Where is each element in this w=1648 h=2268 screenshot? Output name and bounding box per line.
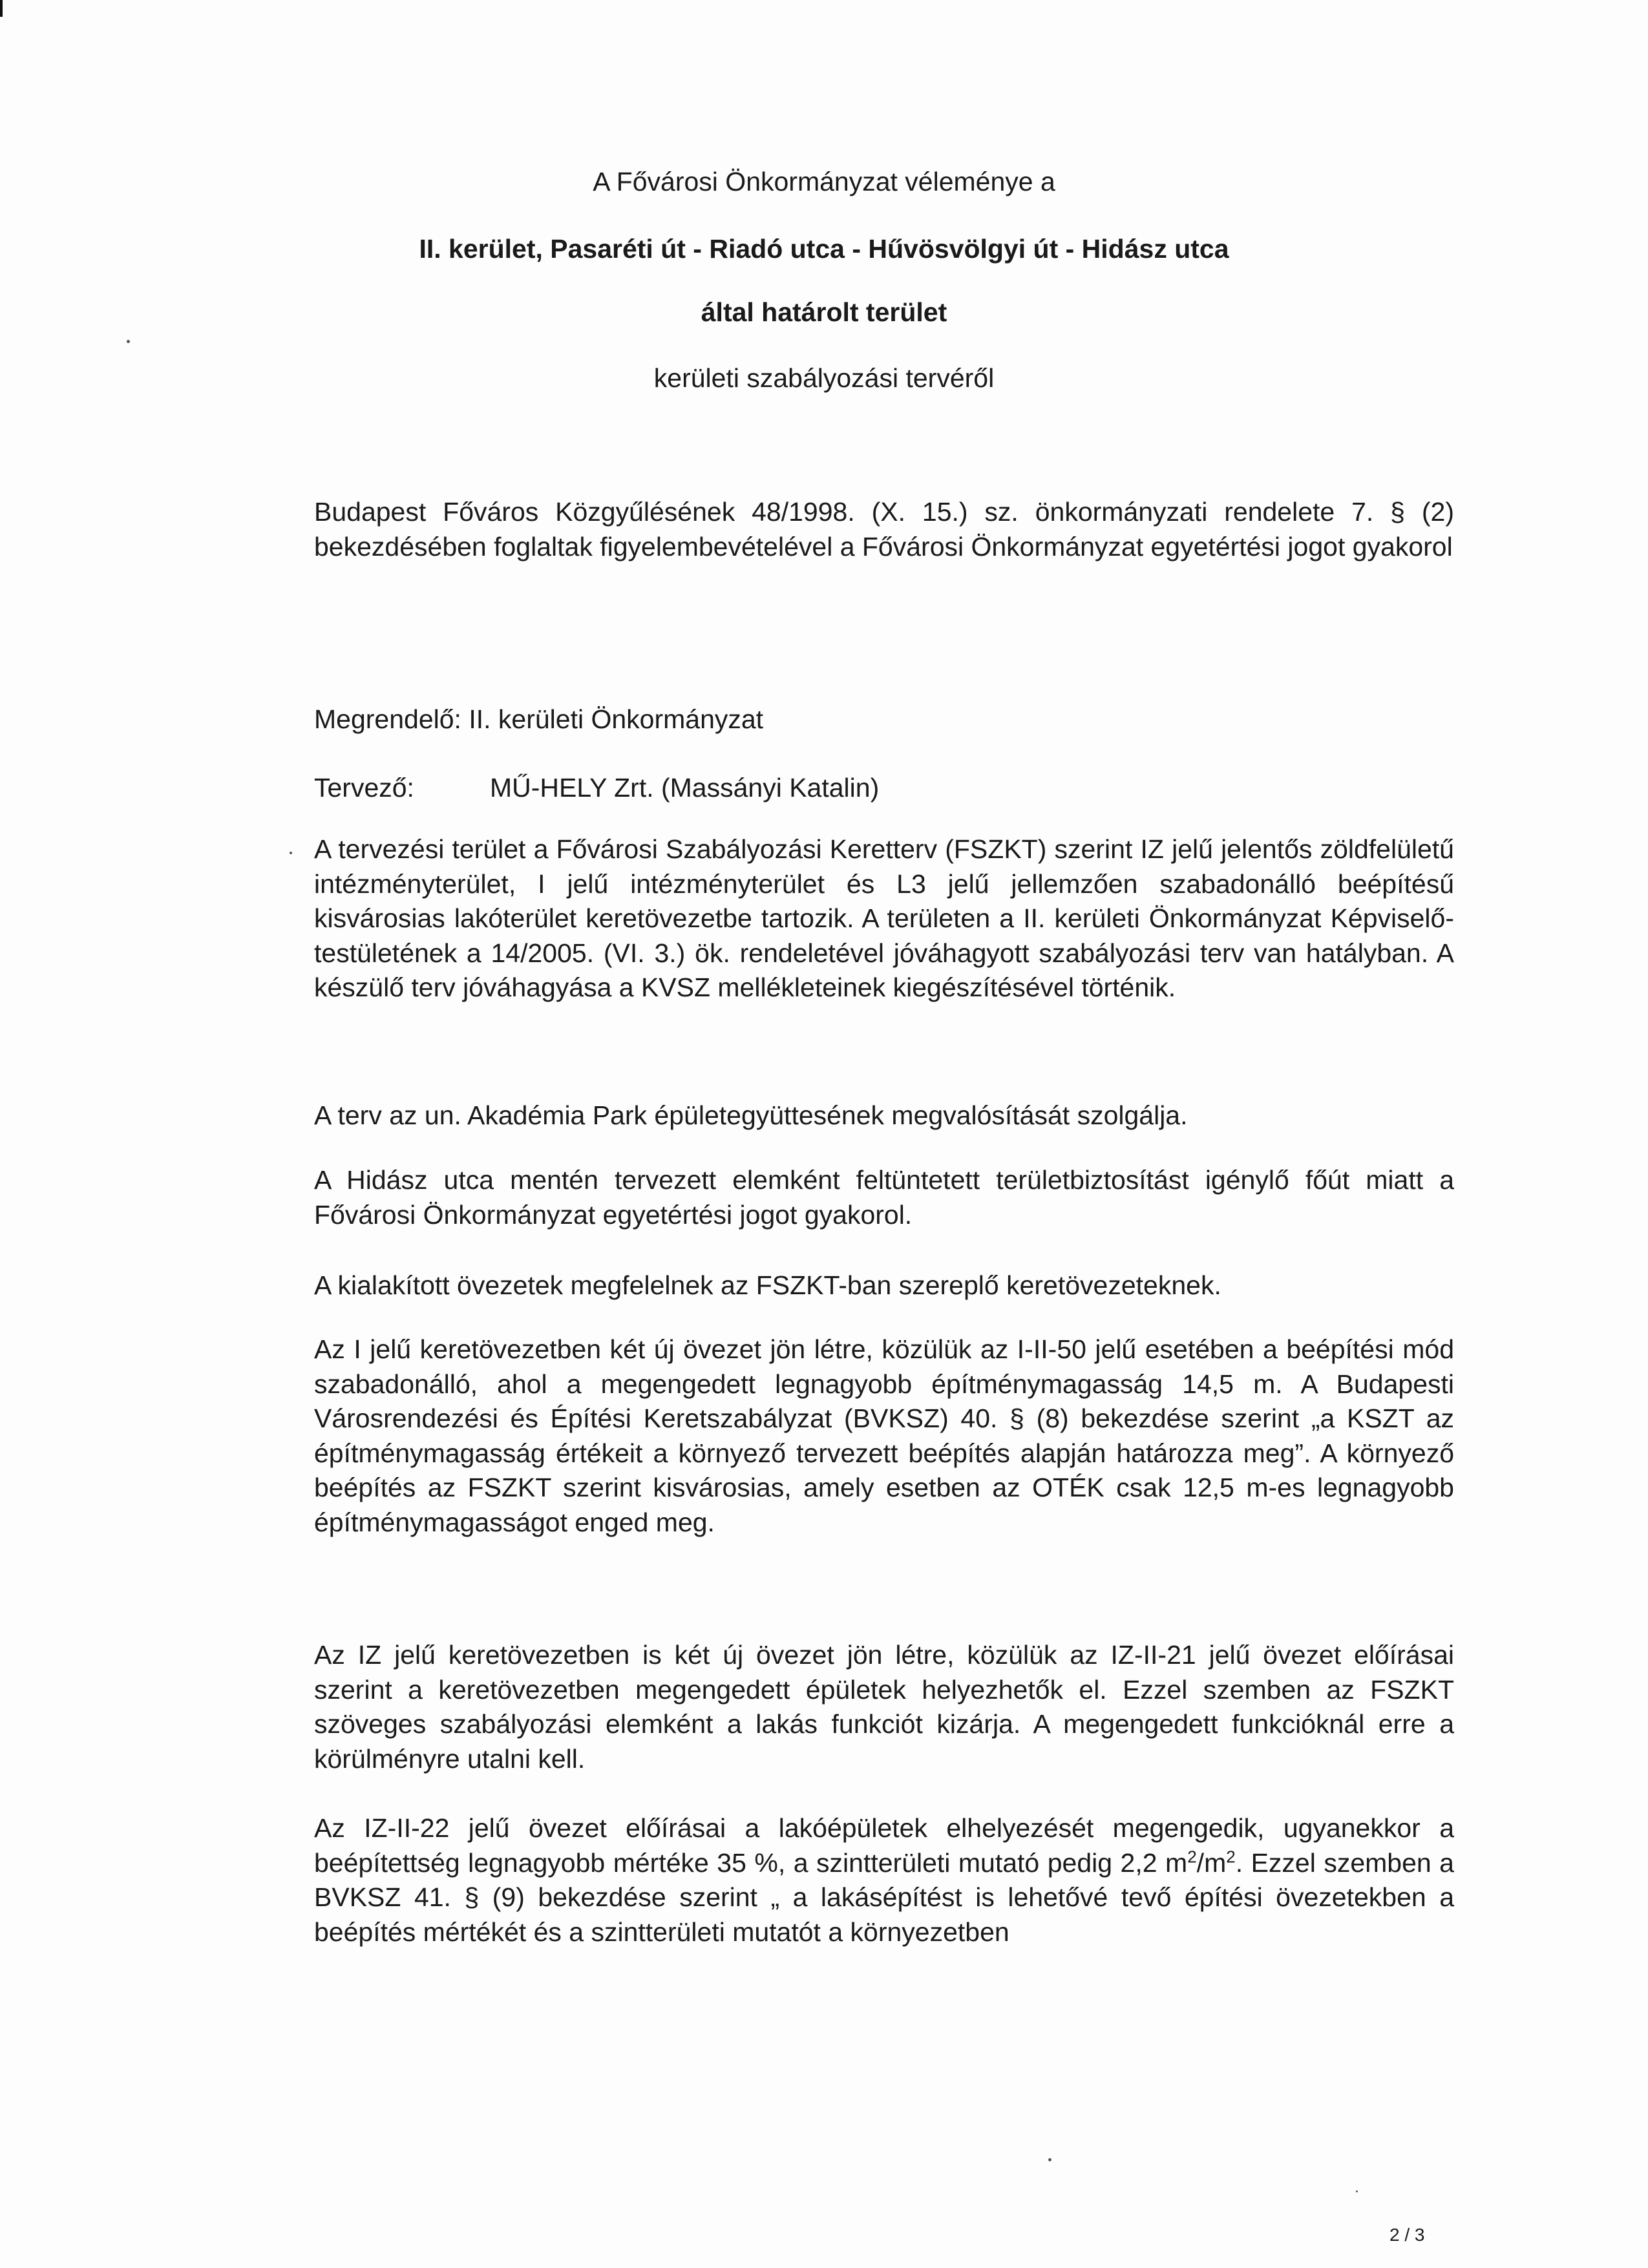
header-title: II. kerület, Pasaréti út - Riadó utca - Hűvösvölgyi út - Hidász utca	[419, 234, 1229, 264]
scan-speck	[1356, 2190, 1358, 2192]
paragraph-7	[314, 1811, 1454, 1949]
scan-edge-mark	[0, 0, 3, 17]
scan-speck	[290, 852, 292, 854]
intro-paragraph: Budapest Főváros Közgyűlésének 48/1998. (X. 15.) sz. önkormányzati rendelete 7. § (2) bekezdésében foglaltak figyelembevételével a Fővárosi Önkormányzat egyetértési jogot gyakorol	[314, 497, 1454, 562]
designer-row	[314, 772, 879, 804]
client-label: Megrendelő:	[314, 704, 461, 734]
header-line-4: kerületi szabályozási tervéről	[653, 363, 995, 393]
scan-speck	[127, 340, 130, 343]
client-value: II. kerületi Önkormányzat	[469, 704, 764, 734]
superscript-2: 2	[1226, 1846, 1236, 1866]
paragraph-1: A tervezési terület a Fővárosi Szabályozási Keretterv (FSZKT) szerint IZ jelű jelentős zöldfelületű intézményterület, I jelű intézményterület és L3 jelű jellemzően szabadonálló beépítésű kisvárosias lakóterület keretövezetbe tartozik. A területen a II. kerületi Önkormányzat Képviselő-testületének a 14/2005. (VI. 3.) ök. rendeletével jóváhagyott szabályozási terv van hatályban. A készülő terv jóváhagyása a KVSZ mellékleteinek kiegészítésével történik.	[314, 834, 1454, 1002]
paragraph-5: Az I jelű keretövezetben két új övezet jön létre, közülük az I-II-50 jelű esetében a beépítési mód szabadonálló, ahol a megengedett legnagyobb építménymagasság 14,5 m. A Budapesti Városrendezési és Építési Keretszabályzat (BVKSZ) 40. § (8) bekezdése szerint „a KSZT az építménymagasság értékeit a környező tervezett beépítés alapján határozza meg”. A környező beépítés az FSZKT szerint kisvárosias, amely esetben az OTÉK csak 12,5 m-es legnagyobb építménymagasságot enged meg.	[314, 1334, 1454, 1537]
superscript-1: 2	[1187, 1846, 1197, 1866]
paragraph-7-part-b: /m	[1196, 1847, 1227, 1878]
paragraph-2: A terv az un. Akadémia Park épületegyüttesének megvalósítását szolgálja.	[314, 1100, 1188, 1130]
paragraph-6: Az IZ jelű keretövezetben is két új övezet jön létre, közülük az IZ-II-21 jelű övezet előírásai szerint a keretövezetben megengedett épületek helyezhetők el. Ezzel szemben az FSZKT szöveges szabályozási elemként a lakás funkciót kizárja. A megengedett funkcióknál erre a körülményre utalni kell.	[314, 1640, 1454, 1774]
scan-speck	[1048, 2158, 1051, 2161]
designer-value: MŰ-HELY Zrt. (Massányi Katalin)	[490, 773, 880, 803]
designer-label: Tervező:	[314, 773, 414, 803]
paragraph-4: A kialakított övezetek megfelelnek az FSZKT-ban szereplő keretövezeteknek.	[314, 1270, 1221, 1300]
paragraph-3: A Hidász utca mentén tervezett elemként feltüntetett területbiztosítást igénylő főút miatt a Fővárosi Önkormányzat egyetértési jogot gyakorol.	[314, 1165, 1454, 1230]
page-number: 2 / 3	[1389, 2225, 1425, 2245]
header-subtitle: által határolt terület	[701, 297, 947, 327]
header-line-1: A Fővárosi Önkormányzat véleménye a	[593, 167, 1055, 196]
paragraph-7-part-c: . Ezzel szemben a BVKSZ 41. § (9) bekezdése szerint „ a lakásépítést is lehetővé tevő építési övezetekben a beépítés mértékét és a szintterületi mutatót a környezetben	[314, 1847, 1454, 1947]
paragraph-7-part-a: Az IZ-II-22 jelű övezet előírásai a lakóépületek elhelyezését megengedik, ugyanekkor a beépítettség legnagyobb mértéke 35 %, a szintterületi mutató pedig 2,2 m	[314, 1813, 1454, 1878]
client-row	[314, 703, 763, 735]
